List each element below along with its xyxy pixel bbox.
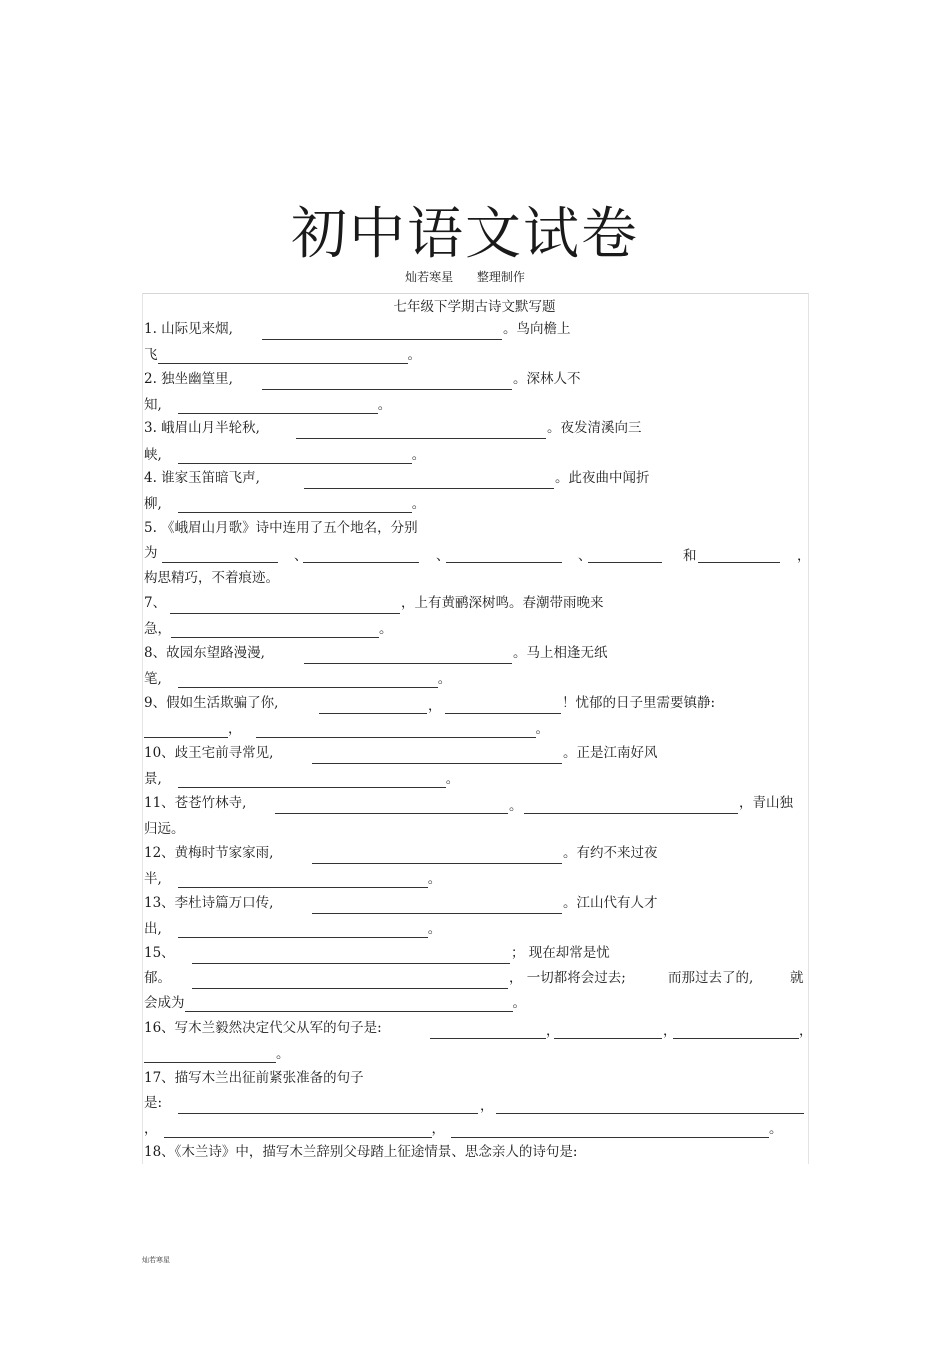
page-title: 初中语文试卷 (291, 202, 639, 267)
answer-blank[interactable] (698, 548, 780, 563)
footer-text: 灿若寒星 (142, 1256, 170, 1264)
answer-blank[interactable] (144, 723, 228, 738)
question-1: 1. 山际见来烟, (144, 321, 233, 337)
question-15-line3: 会成为 。 (144, 995, 526, 1011)
answer-blank[interactable] (430, 1024, 546, 1039)
answer-blank[interactable] (178, 399, 378, 414)
answer-blank[interactable] (524, 799, 738, 814)
answer-blank[interactable] (178, 1099, 478, 1114)
question-12-line2: 半, 。 (144, 871, 442, 887)
question-17: 17、描写木兰出征前紧张准备的句子 (144, 1070, 364, 1086)
separator: 、 (294, 548, 308, 564)
question-13: 13、李杜诗篇万口传, (144, 895, 274, 911)
question-1-line2: 飞 。 (144, 347, 421, 363)
answer-blank[interactable] (158, 349, 408, 364)
answer-blank[interactable] (588, 548, 662, 563)
author-note: 整理制作 (476, 270, 525, 284)
answer-blank[interactable] (262, 325, 502, 340)
answer-blank[interactable] (554, 1024, 662, 1039)
answer-blank[interactable] (178, 773, 446, 788)
separator: 。 (509, 798, 523, 814)
question-2: 2. 独坐幽篁里, (144, 371, 233, 387)
question-4-cont: 。此夜曲中闻折 (555, 470, 650, 486)
question-15: 15、 (144, 945, 175, 961)
answer-blank[interactable] (185, 997, 513, 1012)
answer-blank[interactable] (496, 1099, 804, 1114)
answer-blank[interactable] (178, 498, 412, 513)
answer-blank[interactable] (178, 449, 412, 464)
subtitle (0, 268, 930, 285)
question-13-cont: 。江山代有人才 (563, 895, 658, 911)
separator: ， (428, 698, 442, 714)
question-4-line2: 柳, 。 (144, 496, 426, 512)
separator: 、 (436, 548, 450, 564)
separator: ， (480, 1098, 494, 1114)
question-7-line2: 急， 。 (144, 621, 393, 637)
separator: ， (663, 1023, 677, 1039)
question-3-line2: 峡, 。 (144, 447, 426, 463)
question-16-line2: 。 (144, 1045, 290, 1063)
answer-blank[interactable] (312, 849, 562, 864)
question-5: 5. 《峨眉山月歌》诗中连用了五个地名，分别 (144, 520, 418, 536)
answer-blank[interactable] (304, 474, 554, 489)
question-16: 16、写木兰毅然决定代父从军的句子是: (144, 1020, 382, 1036)
answer-blank[interactable] (673, 1024, 799, 1039)
question-1-cont: 。鸟向檐上 (503, 321, 571, 337)
separator: ， (546, 1023, 560, 1039)
answer-blank[interactable] (445, 699, 561, 714)
answer-blank[interactable] (164, 1123, 432, 1138)
question-7-cont: ，上有黄鹂深树鸣。春潮带雨晚来 (401, 595, 604, 611)
question-12: 12、黄梅时节家家雨, (144, 845, 274, 861)
question-9-cont: ！忧郁的日子里需要镇静: (562, 695, 716, 711)
question-11: 11、苍苍竹林寺, (144, 795, 247, 811)
separator: 、 (578, 548, 592, 564)
question-7: 7、 (144, 595, 167, 611)
question-17-line3: ， ， 。 (144, 1121, 783, 1137)
question-17-line2: 是: (144, 1095, 163, 1111)
answer-blank[interactable] (312, 749, 562, 764)
author: 灿若寒星 (405, 270, 454, 284)
question-5-line3: 构思精巧，不着痕迹。 (144, 570, 279, 586)
question-10: 10、歧王宅前寻常见, (144, 745, 274, 761)
question-15-cont4: 就 (790, 970, 804, 986)
answer-blank[interactable] (312, 899, 562, 914)
question-3: 3. 峨眉山月半轮秋, (144, 420, 260, 436)
question-10-line2: 景, 。 (144, 771, 460, 787)
answer-blank[interactable] (192, 949, 510, 964)
question-2-line2: 知, 。 (144, 397, 392, 413)
conjunction: 和 (683, 548, 697, 564)
question-11-line2: 归远。 (144, 821, 185, 837)
answer-blank[interactable] (192, 974, 508, 989)
question-10-cont: 。正是江南好风 (563, 745, 658, 761)
question-3-cont: 。夜发清溪向三 (547, 420, 642, 436)
answer-blank[interactable] (446, 548, 562, 563)
question-15-cont: ； 现在却常是忧 (511, 945, 610, 961)
question-15-cont3: 而那过去了的, (668, 970, 754, 986)
answer-blank[interactable] (296, 424, 546, 439)
answer-blank[interactable] (262, 375, 512, 390)
question-9: 9、假如生活欺骗了你, (144, 695, 279, 711)
question-9-line2: ， 。 (144, 720, 549, 738)
answer-blank[interactable] (275, 799, 508, 814)
answer-blank[interactable] (171, 623, 379, 638)
separator: ， (797, 548, 811, 564)
question-8: 8、故园东望路漫漫, (144, 645, 265, 661)
question-8-cont: 。马上相逢无纸 (513, 645, 608, 661)
answer-blank[interactable] (256, 723, 536, 738)
question-5-line2: 为 (144, 545, 158, 561)
question-2-cont: 。深林人不 (513, 371, 581, 387)
question-15-line2: 郁。 (144, 970, 171, 986)
answer-blank[interactable] (162, 548, 278, 563)
question-15-cont2: ， 一切都将会过去; (509, 970, 626, 986)
answer-blank[interactable] (304, 649, 512, 664)
answer-blank[interactable] (451, 1123, 769, 1138)
question-18: 18、《木兰诗》中，描写木兰辞别父母踏上征途情景、思念亲人的诗句是: (144, 1144, 578, 1160)
separator: ， (799, 1023, 813, 1039)
question-4: 4. 谁家玉笛暗飞声, (144, 470, 260, 486)
answer-blank[interactable] (178, 673, 438, 688)
answer-blank[interactable] (170, 599, 400, 614)
question-12-cont: 。有约不来过夜 (563, 845, 658, 861)
answer-blank[interactable] (319, 699, 427, 714)
answer-blank[interactable] (144, 1048, 276, 1063)
section-heading: 七年级下学期古诗文默写题 (393, 299, 556, 315)
question-8-line2: 笔, 。 (144, 671, 452, 687)
answer-blank[interactable] (303, 548, 419, 563)
question-13-line2: 出, 。 (144, 921, 442, 937)
answer-blank[interactable] (178, 923, 428, 938)
answer-blank[interactable] (178, 873, 428, 888)
question-11-cont: ，青山独 (739, 795, 793, 811)
